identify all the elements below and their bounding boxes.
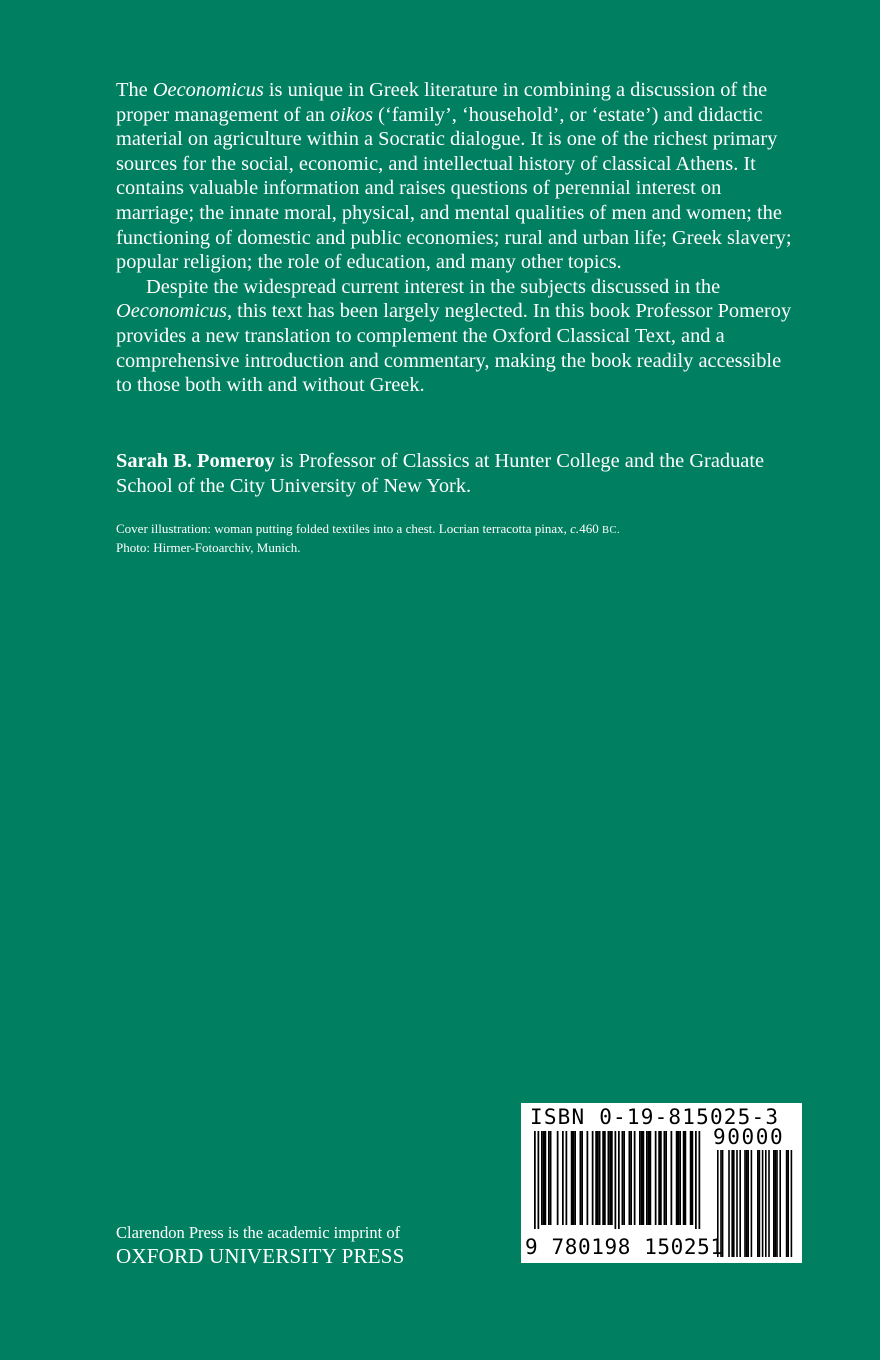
barcode-bar	[665, 1131, 667, 1225]
ean-number: 9 780198 150251	[525, 1235, 724, 1259]
barcode-bar	[592, 1131, 594, 1225]
addon-bar	[765, 1150, 767, 1257]
barcode-bar	[534, 1131, 536, 1229]
addon-bar	[728, 1150, 730, 1257]
addon-bar	[736, 1150, 738, 1257]
barcode-bar	[580, 1131, 582, 1225]
isbn-number: ISBN 0-19-815025-3	[530, 1105, 780, 1129]
author-bio	[116, 449, 792, 498]
barcode-bar	[541, 1131, 543, 1225]
barcode-bar	[623, 1131, 625, 1225]
addon-bar	[746, 1150, 748, 1257]
photo-credit: Photo: Hirmer-Fotoarchiv, Munich.	[116, 539, 301, 555]
barcode-bar	[571, 1131, 573, 1225]
barcode-bar	[695, 1131, 697, 1229]
barcode-bar	[562, 1131, 564, 1225]
barcode-bar	[683, 1131, 685, 1225]
cover-illustration-credit: Cover illustration: woman putting folded textiles into a chest. Locrian terracotta pinax, c.460 BC.	[116, 521, 621, 536]
barcode-bar	[650, 1131, 652, 1225]
barcode-bar	[658, 1131, 660, 1225]
addon-bar	[731, 1150, 733, 1257]
barcode-bar	[566, 1131, 568, 1225]
barcode-bar	[664, 1131, 666, 1225]
addon-bar	[787, 1150, 789, 1257]
barcode-bar	[602, 1131, 604, 1225]
barcode-bar	[599, 1131, 601, 1225]
barcode-bar	[699, 1131, 701, 1229]
barcode-bar	[685, 1131, 687, 1225]
publisher-imprint	[116, 1223, 405, 1269]
barcode-bar	[574, 1131, 576, 1225]
addon-bar	[791, 1150, 793, 1257]
barcode-bar	[611, 1131, 613, 1225]
addon-bar	[744, 1150, 746, 1257]
barcode-bar	[550, 1131, 552, 1225]
barcode-bar	[548, 1131, 550, 1225]
addon-bar	[757, 1150, 759, 1257]
barcode-bar	[604, 1131, 606, 1225]
addon-bar	[773, 1150, 775, 1257]
addon-bar	[739, 1150, 741, 1257]
barcode-bar	[618, 1131, 620, 1229]
addon-bar	[759, 1150, 761, 1257]
addon-bar	[733, 1150, 735, 1257]
barcode-bar	[587, 1131, 589, 1225]
barcode-bar	[545, 1131, 547, 1225]
publisher-name: OXFORD UNIVERSITY PRESS	[116, 1244, 405, 1268]
barcode-bar	[538, 1131, 540, 1229]
addon-bar	[779, 1150, 781, 1257]
blurb	[116, 78, 792, 398]
barcode-bar	[630, 1131, 632, 1225]
barcode-bar	[581, 1131, 583, 1225]
addon-bar	[751, 1150, 753, 1257]
blurb-paragraph-2: Despite the widespread current interest in the subjects discussed in the Oeconomicus, this text has been largely neglected. In this book Professor Pomeroy provides a new translation to complement the Oxford Classical Text, and a comprehensive introduction and commentary, making the book readily accessible to those both with and without Greek.	[116, 275, 792, 397]
barcode-bar	[641, 1131, 643, 1225]
blurb-paragraph-1: The Oeconomicus is unique in Greek literature in combining a discussion of the proper management of an oikos (‘family’, ‘household’, or ‘estate’) and didactic material on agriculture within a Socratic dialogue. It is one of the richest primary sources for the social, economic, and intellectual history of classical Athens. It contains valuable information and raises questions of perennial interest on marriage; the innate moral, physical, and mental qualities of men and women; the functioning of domestic and public economies; rural and urban life; Greek slavery; popular religion; the role of education, and many other topics.	[116, 79, 792, 274]
addon-bar	[775, 1150, 777, 1257]
barcode-bar	[690, 1131, 692, 1225]
addon-bar	[768, 1150, 770, 1257]
barcode-bar	[648, 1131, 650, 1225]
barcode-bar	[671, 1131, 673, 1225]
addon-bar	[786, 1150, 788, 1257]
barcode-bar	[543, 1131, 545, 1225]
price-addon: 90000	[713, 1125, 785, 1149]
barcode-bar	[629, 1131, 631, 1225]
author-bio-text: is Professor of Classics at Hunter College and the Graduate School of the City University of New York.	[116, 450, 765, 497]
barcode-bar	[676, 1131, 678, 1225]
barcode-bar	[595, 1131, 597, 1225]
addon-bar	[776, 1150, 778, 1257]
addon-bar	[747, 1150, 749, 1257]
barcode-bar	[678, 1131, 680, 1225]
barcode-bar	[655, 1131, 657, 1225]
barcode-bar	[615, 1131, 617, 1229]
barcode-bar	[608, 1131, 610, 1225]
author-name: Sarah B. Pomeroy	[116, 450, 275, 472]
barcode-bar	[609, 1131, 611, 1225]
cover-credit	[116, 521, 792, 556]
barcode-bar	[679, 1131, 681, 1225]
barcode-bar	[634, 1131, 636, 1225]
barcode-bar	[646, 1131, 648, 1225]
barcode-bar	[692, 1131, 694, 1225]
imprint-line: Clarendon Press is the academic imprint of	[116, 1223, 401, 1242]
barcode-bar	[597, 1131, 599, 1225]
barcode-bar	[639, 1131, 641, 1225]
isbn-barcode	[521, 1103, 802, 1263]
barcode-bar	[557, 1131, 559, 1225]
barcode-bar	[573, 1131, 575, 1225]
barcode-bar	[643, 1131, 645, 1225]
addon-bar	[762, 1150, 764, 1257]
barcode-bar	[660, 1131, 662, 1225]
barcode-bar	[622, 1131, 624, 1225]
